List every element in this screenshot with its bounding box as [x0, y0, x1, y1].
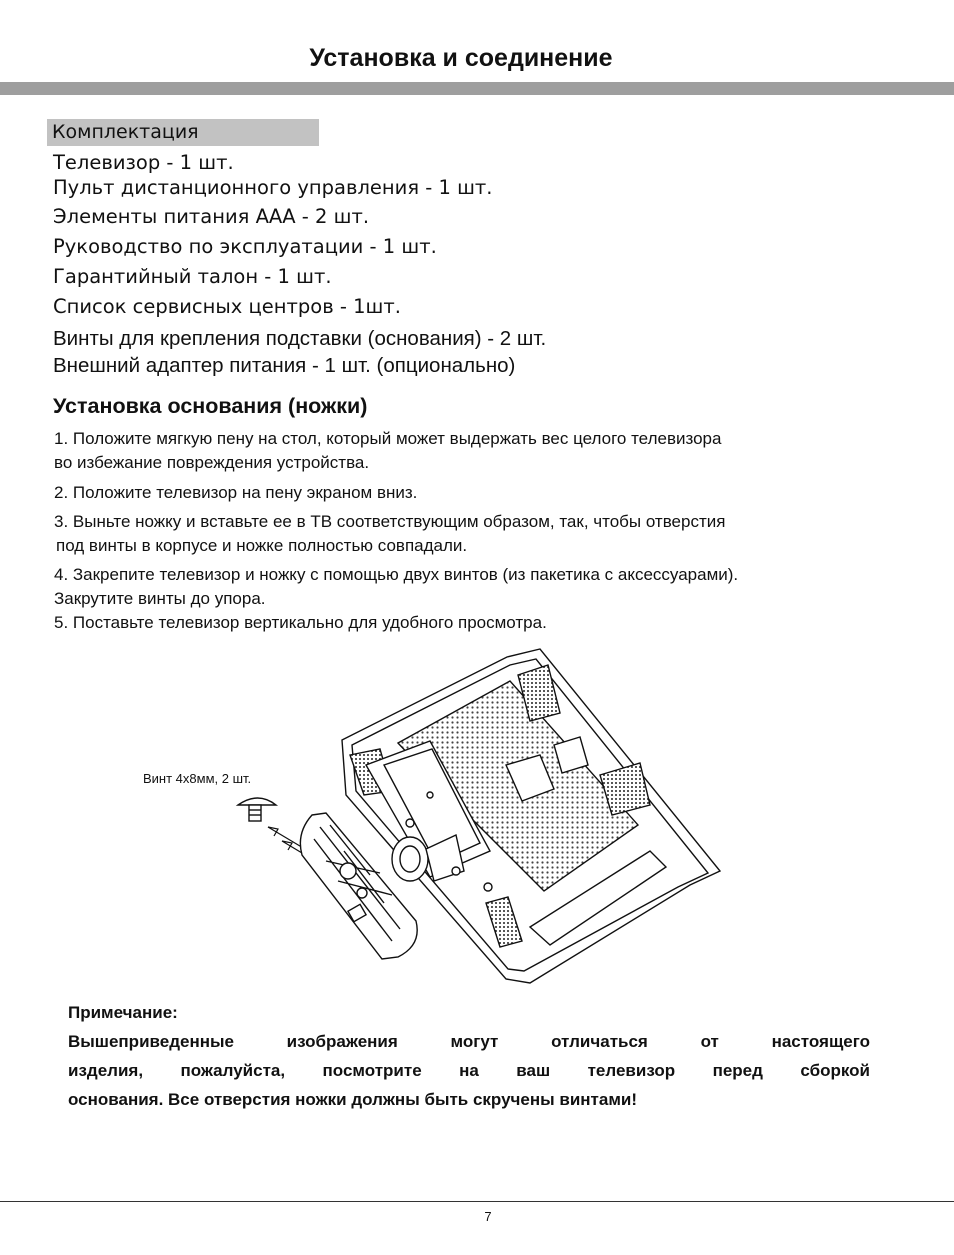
kit-item: Телевизор - 1 шт.: [53, 151, 234, 174]
stand-step: 1. Положите мягкую пену на стол, который может выдержать вес целого телевизора: [54, 429, 722, 448]
stand-step: под винты в корпусе и ножке полностью совпадали.: [56, 536, 468, 555]
page-title: Установка и соединение: [309, 44, 613, 72]
kit-item: Элементы питания ААА - 2 шт.: [53, 205, 370, 228]
note-line: основания. Все отверстия ножки должны быть скручены винтами!: [68, 1090, 638, 1109]
kit-item: Гарантийный талон - 1 шт.: [53, 265, 332, 288]
kit-item: Список сервисных центров - 1шт.: [53, 295, 401, 318]
stand-step: 4. Закрепите телевизор и ножку с помощью двух винтов (из пакетика с аксессуарами).: [54, 565, 739, 584]
stand-step: 3. Выньте ножку и вставьте ее в ТВ соответствующим образом, так, чтобы отверстия: [54, 512, 726, 531]
note-line: изделия, пожалуйста, посмотрите на ваш телевизор перед сборкой: [68, 1061, 870, 1080]
page-number: 7: [484, 1209, 492, 1224]
screw-label: Винт 4х8мм, 2 шт.: [143, 771, 252, 786]
stand-assembly-diagram: [130, 645, 730, 1000]
note-title: Примечание:: [68, 1003, 178, 1022]
stand-step: Закрутите винты до упора.: [54, 589, 266, 608]
footer-divider: [0, 1201, 954, 1202]
stand-heading: Установка основания (ножки): [53, 394, 368, 418]
note-line: Вышеприведенные изображения могут отличаться от настоящего: [68, 1032, 870, 1051]
kit-item: Винты для крепления подставки (основания) - 2 шт.: [53, 327, 547, 350]
stand-step: 2. Положите телевизор на пену экраном вниз.: [54, 483, 418, 502]
screw-icon: [238, 798, 276, 821]
kit-item: Внешний адаптер питания - 1 шт. (опционально): [53, 354, 516, 377]
kit-heading: Комплектация: [52, 121, 199, 143]
title-divider-bar: [0, 82, 954, 95]
kit-item: Пульт дистанционного управления - 1 шт.: [53, 176, 493, 199]
stand-step: 5. Поставьте телевизор вертикально для удобного просмотра.: [54, 613, 547, 632]
kit-item: Руководство по эксплуатации - 1 шт.: [53, 235, 437, 258]
kit-section-header: [47, 119, 319, 146]
stand-step: во избежание повреждения устройства.: [54, 453, 370, 472]
